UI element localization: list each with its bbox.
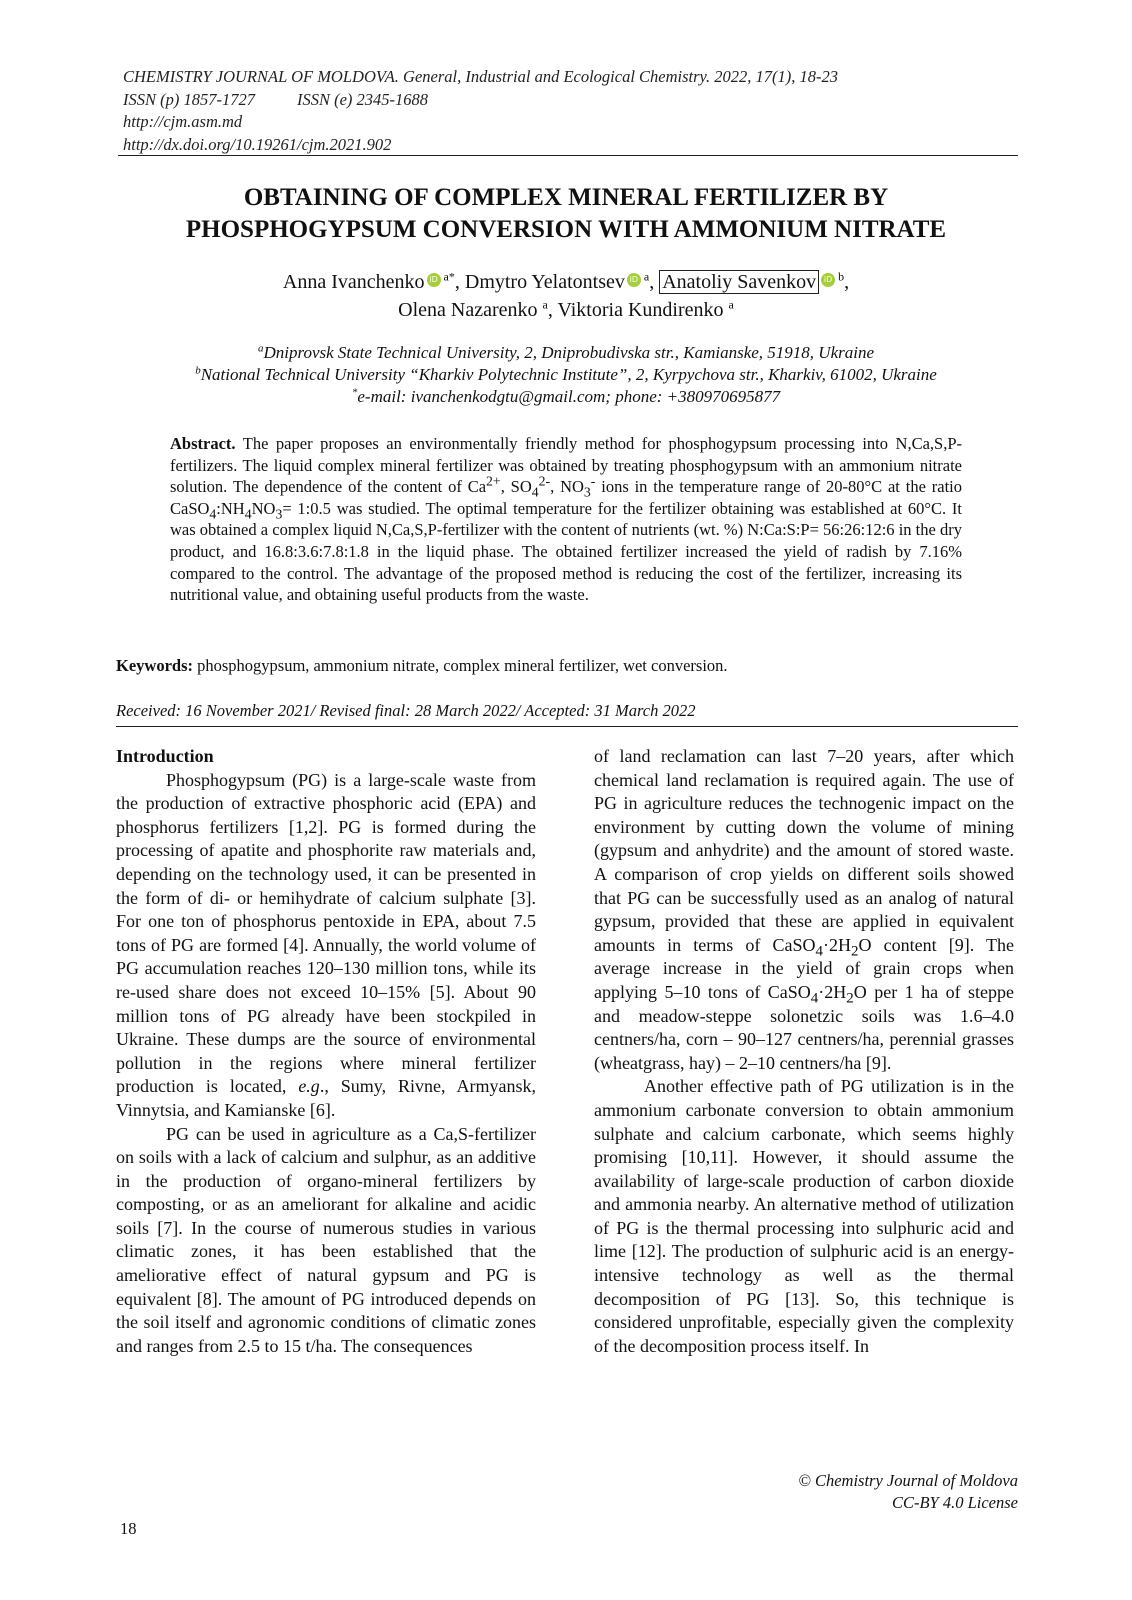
author-affiliation-mark: a [542,297,548,312]
abstract [170,433,962,606]
author-name: Olena Nazarenko [398,299,538,321]
paragraph-text: ·2H [822,934,851,955]
abstract-label: Abstract. [170,434,236,453]
author-name: Viktoria Kundirenko [557,299,724,321]
orcid-icon[interactable]: iD [427,273,441,287]
journal-header [123,66,838,156]
authors-line-1: Anna Ivanchenko iD $^{a*}$, Dmytro Yelatontsev iD $^a$, Anatoliy Savenkov iD $^b$, [282,269,850,293]
keywords [116,655,1026,677]
paragraph-text: O content [9]. The average increase in the yield of grain crops when applying 5–10 tons of CaSO [594,934,1014,1002]
issn-electronic: ISSN (e) 2345-1688 [296,89,429,109]
paragraph-text: ., Sumy, Rivne, Armyansk, Vinnytsia, and Kamianske [6]. [116,1076,536,1120]
journal-website-link[interactable]: http://cjm.asm.md [123,112,243,131]
affiliation-a [100,342,1032,364]
issn-line [123,89,838,112]
authors-line-2: Olena Nazarenko $^a$, Viktoria Kundirenko $^a$ [398,297,734,321]
paragraph: Another effective path of PG utilization is in the ammonium carbonate conversion to obtain ammonium sulphate and calcium carbonate, which seems highly promising [10,11]. However, it should assume the availability of large-scale production of carbon dioxide and ammonia nearby. An alternative method of utilization of PG is the thermal processing into sulphuric acid and lime [12]. The production of sulphuric acid is an energy-intensive technology as well as the thermal decomposition of PG [13]. So, this technique is considered unprofitable, especially given the complexity of the decomposition process itself. In [594,1076,1014,1356]
formula-subscript: 4 [244,506,252,522]
issn-print: ISSN (p) 1857-1727 [123,89,255,109]
paragraph [594,745,1014,1075]
title-line-1: OBTAINING OF COMPLEX MINERAL FERTILIZER BY [243,184,889,211]
corresponding-contact [100,386,1032,408]
ion-charge: - [590,473,596,489]
page-number: 18 [120,1519,137,1538]
affiliation-text: National Technical University “Kharkiv Polytechnic Institute”, 2, Kyrpychova str., Kharkiv, 61002, Ukraine [200,365,937,384]
abstract-text: , NO [550,477,584,497]
abstract-text: , SO [500,477,532,497]
paragraph-text: O per 1 ha of steppe and meadow-steppe solonetzic soils was 1.6–4.0 centners/ha, corn – 90–127 centners/ha, perennial grasses (wheatgrass, hay) – 2–10 centners/ha [9]. [594,981,1014,1073]
corresponding-mark: * [351,386,358,399]
author-name: Dmytro Yelatontsev [464,271,625,293]
title-line-2: PHOSPHOGYPSUM CONVERSION WITH AMMONIUM NITRATE [185,216,947,243]
ion-charge: 2+ [486,473,501,489]
ion-charge: 2- [538,473,551,489]
orcid-icon[interactable]: iD [821,273,835,287]
license-notice: CC-BY 4.0 License [891,1493,1018,1512]
author-affiliation-mark: b [838,269,845,284]
abstract-text: NO [251,498,276,518]
formula-subscript: 3 [275,506,283,522]
author-affiliation-mark: a* [443,269,455,284]
paragraph-text: of land reclamation can last 7–20 years, after which chemical land reclamation is required again. The use of PG in agriculture reduces the technogenic impact on the environment by cutting down the volume of mining (gypsum and anhydrite) and the amount of stored waste. A comparison of crop yields on different soils showed that PG can be successfully used as an analog of natural gypsum, provided that these are applied in equivalent amounts in terms of CaSO [594,746,1014,955]
affiliation-mark: a [257,342,264,355]
formula-subscript: 3 [583,484,591,500]
formula-subscript: 4 [531,484,539,500]
doi-link[interactable]: http://dx.doi.org/10.19261/cjm.2021.902 [123,134,392,154]
formula-subscript: 2 [850,943,859,960]
body-column-left [116,745,536,1358]
paragraph-text: ·2H [818,981,847,1002]
formula-subscript: 2 [846,990,854,1007]
keywords-text: phosphogypsum, ammonium nitrate, complex mineral fertilizer, wet conversion. [193,656,728,675]
paragraph [116,769,536,1123]
formula-subscript: 4 [810,990,819,1007]
abstract-text: ions in the temperature range of 20-80°C at the ratio CaSO [170,477,962,518]
dates-divider [116,726,1018,727]
orcid-icon[interactable]: iD [627,273,641,287]
copyright-notice: © Chemistry Journal of Moldova [798,1471,1018,1490]
abstract-text: The paper proposes an environmentally friendly method for phosphogypsum processing into N,Ca,S,P-fertilizers. The liquid complex mineral fertilizer was obtained by treating phosphogypsum with an ammonium nitrate solution. The dependence of the content of Ca [170,434,962,497]
author-affiliation-mark: a [728,297,734,312]
author-affiliation-mark: a [643,269,650,284]
author-name-link[interactable]: Anatoliy Savenkov [659,270,819,294]
author-name: Anna Ivanchenko [282,271,425,293]
journal-citation-line: CHEMISTRY JOURNAL OF MOLDOVA. General, Industrial and Ecological Chemistry. 2022, 17(1), 18-23 [123,67,838,86]
formula-subscript: 4 [209,506,217,522]
paragraph: PG can be used in agriculture as a Ca,S-fertilizer on soils with a lack of calcium and sulphur, as an additive in the production of organo-mineral fertilizers by composting, or as an ameliorant for alkaline and acidic soils [7]. In the course of numerous studies in various climatic zones, it has been established that the ameliorative effect of natural gypsum and PG is equivalent [8]. The amount of PG introduced depends on the soil itself and agronomic conditions of climatic zones and ranges from 2.5 to 15 t/ha. The consequences [116,1123,536,1356]
keywords-label: Keywords: [116,656,193,675]
paragraph-italic: e.g [298,1076,320,1097]
paper-title [100,182,1032,246]
abstract-text: = 1:0.5 was studied. The optimal temperature for the fertilizer obtaining was established at 60°C. It was obtained a complex liquid N,Ca,S,P-fertilizer with the content of nutrients (wt. %) N:Ca:S:P= 56:26:12:6 in the dry product, and 16.8:3.6:7.8:1.8 in the liquid phase. The obtained fertilizer increased the yield of radish by 7.16% compared to the control. The advantage of the proposed method is reducing the cost of the fertilizer, increasing its nutritional value, and obtaining useful products from the waste. [170,498,962,605]
affiliation-b [100,364,1032,386]
abstract-text: :NH [216,498,245,518]
paragraph-text: Phosphogypsum (PG) is a large-scale waste from the production of extractive phosphoric acid (EPA) and phosphorus fertilizers [1,2]. PG is formed during the processing of apatite and phosphorite raw materials and, depending on the technology used, it can be presented in the form of di- or hemihydrate of calcium sulphate [3]. For one ton of phosphorus pentoxide in EPA, about 7.5 tons of PG are formed [4]. Annually, the world volume of PG accumulation reaches 120–130 million tons, while its re-used share does not exceed 10–15% [5]. About 90 million tons of PG already have been stockpiled in Ukraine. These dumps are the source of environmental pollution in the regions where mineral fertilizer production is located, [116,769,536,1097]
affiliation-text: Dniprovsk State Technical University, 2, Dniprobudivska str., Kamianske, 51918, Ukraine [263,343,875,362]
author-list [100,268,1032,324]
footer-license [798,1470,1018,1514]
affiliation-mark: b [195,364,201,377]
affiliations [100,342,1032,408]
formula-subscript: 4 [815,943,823,960]
header-divider [118,155,1018,156]
section-heading-introduction: Introduction [116,746,214,766]
submission-dates: Received: 16 November 2021/ Revised final: 28 March 2022/ Accepted: 31 March 2022 [116,701,696,720]
contact-text: e-mail: ivanchenkodgtu@gmail.com; phone: +380970695877 [357,387,781,406]
body-column-right [594,745,1014,1358]
